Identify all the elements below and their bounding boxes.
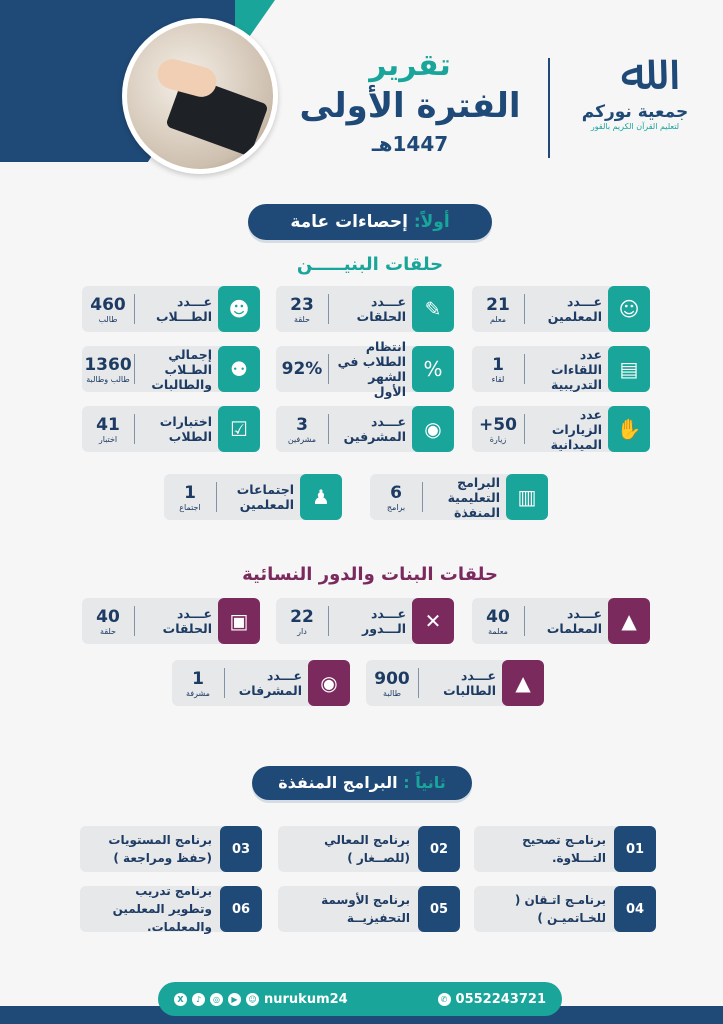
stat-value: 900 bbox=[374, 668, 410, 689]
stat-value-box bbox=[82, 295, 134, 324]
stat-value: +50 bbox=[479, 414, 517, 435]
divider bbox=[548, 58, 550, 158]
program-item bbox=[278, 886, 460, 932]
program-number: 03 bbox=[220, 826, 262, 872]
section2-heading bbox=[252, 766, 472, 800]
stat-label: اجتماعات المعلمين bbox=[236, 482, 294, 512]
stat-card bbox=[276, 598, 454, 644]
program-name: برنامج تدريب وتطوير المعلمين والمعلمات. bbox=[80, 886, 226, 932]
stat-card-body bbox=[82, 598, 224, 644]
stat-value-box bbox=[472, 607, 524, 636]
stat-label: عـــدد المعلمين bbox=[547, 294, 602, 324]
stat-value: 22 bbox=[290, 606, 314, 627]
stat-card-body bbox=[276, 598, 418, 644]
stat-value-box bbox=[472, 415, 524, 444]
stat-value-box bbox=[164, 483, 216, 512]
stat-value: 40 bbox=[486, 606, 510, 627]
stat-unit: معلم bbox=[489, 314, 507, 324]
stat-unit: حلقة bbox=[100, 626, 116, 636]
stat-separator bbox=[524, 414, 525, 444]
program-name: برنامـج تصحيح التـــلاوة. bbox=[474, 826, 620, 872]
stat-card bbox=[472, 286, 650, 332]
handshake-icon: ✋ bbox=[608, 406, 650, 452]
stat-value-box bbox=[472, 295, 524, 324]
snapchat-icon[interactable]: ☺ bbox=[246, 993, 259, 1006]
program-item bbox=[80, 826, 262, 872]
stat-card-body bbox=[276, 286, 418, 332]
youtube-icon[interactable]: ▶ bbox=[228, 993, 241, 1006]
stat-card bbox=[472, 598, 650, 644]
section2-prefix: ثانياً : bbox=[403, 773, 446, 792]
quran-book-icon: ✎ bbox=[412, 286, 454, 332]
stat-card-body bbox=[276, 339, 418, 399]
stat-value-box bbox=[276, 359, 328, 379]
program-item bbox=[80, 886, 262, 932]
program-name: برنامـج اتـقان ( للخـاتميـن ) bbox=[474, 886, 620, 932]
stat-card bbox=[276, 406, 454, 452]
program-number: 04 bbox=[614, 886, 656, 932]
stat-value: 21 bbox=[486, 294, 510, 315]
stat-value: 41 bbox=[96, 414, 120, 435]
stat-label: عـــدد الطالبات bbox=[443, 668, 496, 698]
stat-unit: اختبار bbox=[98, 434, 118, 444]
stat-separator bbox=[134, 354, 135, 384]
stat-value-box bbox=[82, 415, 134, 444]
woman-icon: ▲ bbox=[608, 598, 650, 644]
section1-heading bbox=[248, 204, 492, 240]
program-name: برنامج المعالي (للصــغار ) bbox=[278, 826, 424, 872]
stat-value: 3 bbox=[296, 414, 308, 435]
org-logo bbox=[570, 42, 700, 131]
stat-unit: دار bbox=[297, 626, 307, 636]
footer bbox=[158, 982, 562, 1016]
stat-card-body bbox=[472, 286, 614, 332]
woman-icon: ▲ bbox=[502, 660, 544, 706]
section1-prefix: أولاً: bbox=[413, 212, 450, 232]
whatsapp-icon[interactable]: ✆ bbox=[438, 993, 451, 1006]
stat-card-body bbox=[472, 406, 614, 452]
title-year: 1447هـ bbox=[371, 132, 449, 156]
stat-value: 40 bbox=[96, 606, 120, 627]
stat-separator bbox=[524, 294, 525, 324]
stat-value-box bbox=[472, 355, 524, 384]
program-item bbox=[474, 826, 656, 872]
teacher-icon: ☺ bbox=[608, 286, 650, 332]
stat-card-body bbox=[172, 660, 314, 706]
stat-card-body bbox=[366, 660, 508, 706]
stat-label: اختبارات الطلاب bbox=[159, 414, 212, 444]
phone-group bbox=[438, 992, 546, 1007]
group-icon: ⚉ bbox=[218, 346, 260, 392]
stat-card bbox=[472, 346, 650, 392]
stat-card bbox=[82, 286, 260, 332]
stat-value-box bbox=[276, 607, 328, 636]
open-book-icon: ▥ bbox=[506, 474, 548, 520]
stat-card bbox=[82, 598, 260, 644]
stat-card-body bbox=[472, 346, 614, 392]
stat-label: عـــدد الـــدور bbox=[362, 606, 406, 636]
stat-card-body bbox=[164, 474, 306, 520]
org-name: جمعية نوركم bbox=[581, 102, 689, 122]
stat-unit: طالب وطالبة bbox=[86, 374, 130, 384]
org-subtitle: لتعليم القرآن الكريم بالقور bbox=[590, 122, 680, 131]
stat-label: عـــدد المعلمات bbox=[546, 606, 602, 636]
stat-value-box bbox=[370, 483, 422, 512]
stat-label: انتظام الطلاب في الشهر الأول bbox=[337, 339, 406, 399]
boys-title: حلقات البنيـــــن bbox=[296, 254, 444, 275]
stat-label: عدد الزيارات الميدانية bbox=[550, 406, 602, 452]
stat-separator bbox=[224, 668, 225, 698]
stat-value-box bbox=[172, 669, 224, 698]
stat-value: 1 bbox=[184, 482, 196, 503]
stat-unit: مشرفين bbox=[287, 434, 317, 444]
stat-separator bbox=[418, 668, 419, 698]
stat-value-box bbox=[276, 295, 328, 324]
stat-separator bbox=[328, 294, 329, 324]
stat-value: 6 bbox=[390, 482, 402, 503]
stat-card-body bbox=[82, 286, 224, 332]
stat-label: عـــدد الحلقات bbox=[356, 294, 406, 324]
girls-title: حلقات البنات والدور النسائية bbox=[242, 564, 498, 585]
section2-label: البرامج المنفذة bbox=[278, 773, 404, 792]
stat-card bbox=[172, 660, 350, 706]
stat-value-box bbox=[366, 669, 418, 698]
program-name: برنامج المستويات (حفظ ومراجعة ) bbox=[80, 826, 226, 872]
program-number: 01 bbox=[614, 826, 656, 872]
stat-card-body bbox=[82, 406, 224, 452]
stat-separator bbox=[134, 606, 135, 636]
stat-value: 1 bbox=[492, 354, 504, 375]
stat-label: عدد اللقاءات التدريبية bbox=[550, 346, 602, 392]
stat-unit: زيارة bbox=[489, 434, 507, 444]
stat-value: 1 bbox=[192, 668, 204, 689]
stat-value: 23 bbox=[290, 294, 314, 315]
eye-icon: ◉ bbox=[412, 406, 454, 452]
stat-card bbox=[276, 339, 454, 399]
stat-label: عـــدد الطـــلاب bbox=[155, 294, 212, 324]
stat-card bbox=[82, 346, 260, 392]
stat-unit: لقاء bbox=[491, 374, 505, 384]
stat-unit: طالبة bbox=[383, 688, 401, 698]
student-icon: ☻ bbox=[218, 286, 260, 332]
stat-label: عـــدد الحلقات bbox=[162, 606, 212, 636]
stat-separator bbox=[524, 606, 525, 636]
percent-icon: % bbox=[412, 346, 454, 392]
meeting-icon: ♟ bbox=[300, 474, 342, 520]
social-group bbox=[174, 992, 348, 1007]
program-name: برنامج الأوسمة التحفيزيــة bbox=[278, 886, 424, 932]
stat-unit: مشرفة bbox=[186, 688, 210, 698]
stat-value: 460 bbox=[90, 294, 126, 315]
stat-separator bbox=[328, 354, 329, 384]
title-line2: الفترة الأولى bbox=[299, 86, 521, 126]
instagram-icon[interactable]: ◎ bbox=[210, 993, 223, 1006]
stat-label: عـــدد المشرفين bbox=[343, 414, 406, 444]
stat-card bbox=[370, 474, 548, 520]
stat-separator bbox=[328, 414, 329, 444]
phone-number[interactable]: 0552243721 bbox=[455, 991, 546, 1007]
stat-unit: برامج bbox=[386, 502, 406, 512]
stat-card-body bbox=[82, 346, 224, 392]
section1-label: إحصاءات عامة bbox=[290, 212, 414, 232]
logo-calligraphy: ﷲ bbox=[620, 43, 650, 101]
program-number: 02 bbox=[418, 826, 460, 872]
stat-value-box bbox=[276, 415, 328, 444]
stat-card bbox=[82, 406, 260, 452]
tiktok-icon[interactable]: ♪ bbox=[192, 993, 205, 1006]
stat-separator bbox=[422, 482, 423, 512]
quran-stand-icon: ✕ bbox=[412, 598, 454, 644]
stat-separator bbox=[524, 354, 525, 384]
stat-value: 1360 bbox=[84, 354, 132, 375]
social-handle[interactable]: nurukum24 bbox=[264, 991, 348, 1007]
checklist-icon: ☑ bbox=[218, 406, 260, 452]
stat-unit: حلقة bbox=[294, 314, 310, 324]
stat-unit: اجتماع bbox=[179, 502, 201, 512]
stat-card-body bbox=[276, 406, 418, 452]
stat-card-body bbox=[370, 474, 512, 520]
stat-unit: طالب bbox=[98, 314, 118, 324]
program-item bbox=[474, 886, 656, 932]
stat-card-body bbox=[472, 598, 614, 644]
stat-value-box bbox=[82, 355, 134, 384]
eye-icon: ◉ bbox=[308, 660, 350, 706]
x-icon[interactable]: X bbox=[174, 993, 187, 1006]
stat-card bbox=[366, 660, 544, 706]
program-number: 05 bbox=[418, 886, 460, 932]
training-icon: ▤ bbox=[608, 346, 650, 392]
stat-unit: معلمة bbox=[488, 626, 508, 636]
stat-card bbox=[164, 474, 342, 520]
stat-label: إجمالي الطـلاب والطالبات bbox=[151, 346, 212, 392]
header-photo bbox=[122, 18, 278, 174]
report-title bbox=[290, 48, 530, 156]
stat-label: البرامج التعليمية المنفذة bbox=[447, 474, 500, 520]
stat-separator bbox=[328, 606, 329, 636]
program-number: 06 bbox=[220, 886, 262, 932]
stat-separator bbox=[134, 414, 135, 444]
stat-separator bbox=[216, 482, 217, 512]
stat-card bbox=[472, 406, 650, 452]
stat-separator bbox=[134, 294, 135, 324]
book-icon: ▣ bbox=[218, 598, 260, 644]
stat-label: عـــدد المشرفات bbox=[238, 668, 302, 698]
stat-value: 92% bbox=[281, 359, 323, 379]
stat-value-box bbox=[82, 607, 134, 636]
title-line1: تقرير bbox=[369, 48, 451, 83]
program-item bbox=[278, 826, 460, 872]
stat-card bbox=[276, 286, 454, 332]
